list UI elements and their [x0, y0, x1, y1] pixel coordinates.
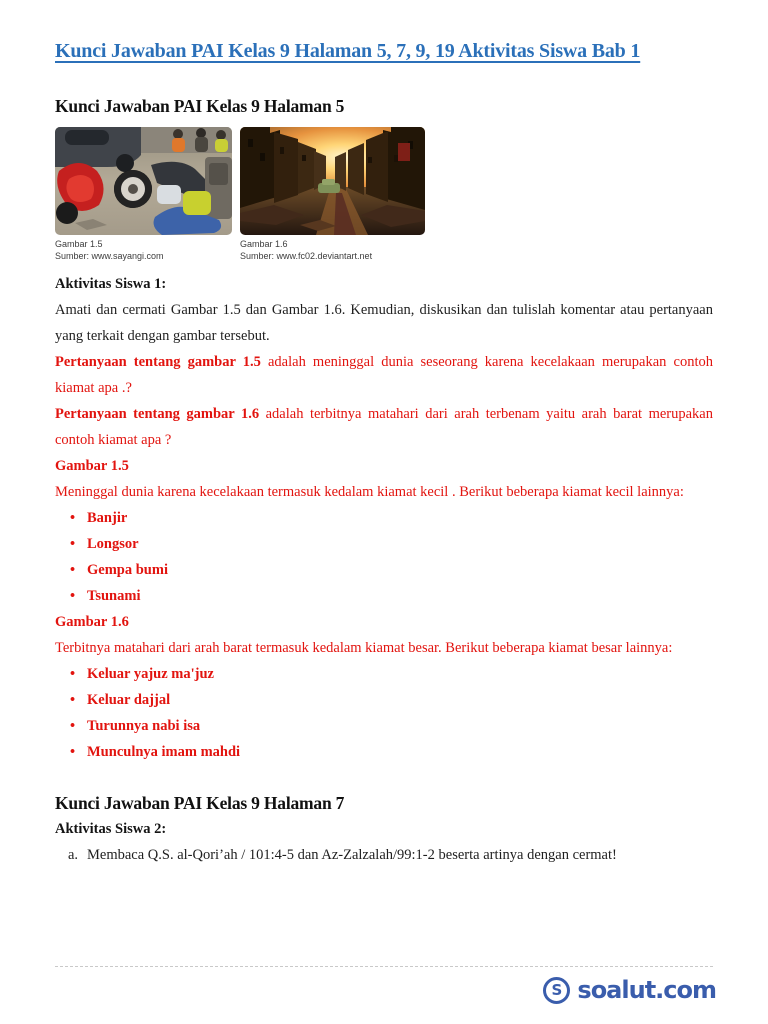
question-gambar-1-5	[55, 349, 713, 401]
answer-gambar-1-6-text: Terbitnya matahari dari arah barat termasuk kedalam kiamat besar. Berikut beberapa kiamat besar lainnya:	[55, 640, 673, 656]
article-title-link[interactable]: Kunci Jawaban PAI Kelas 9 Halaman 5, 7, 9, 19 Aktivitas Siswa Bab 1	[55, 40, 641, 62]
list-item: • Longsor	[55, 531, 713, 557]
answer-gambar-1-5-heading: Gambar 1.5	[55, 458, 129, 474]
document-content	[55, 0, 713, 868]
figure-caption	[240, 239, 425, 262]
list-item: • Turunnya nabi isa	[55, 713, 713, 739]
item-a-marker: a.	[68, 847, 79, 863]
figure-label: Gambar 1.5	[55, 239, 103, 249]
list-item: • Gempa bumi	[55, 557, 713, 583]
question-1-5-rest: adalah meninggal dunia seseorang karena kecelakaan merupakan contoh kiamat apa .?	[55, 354, 713, 396]
question-1-6-lead: Pertanyaan tentang gambar 1.6	[55, 406, 260, 422]
list-item: • Banjir	[55, 505, 713, 531]
footer-divider	[55, 966, 713, 967]
section-heading-halaman-5: Kunci Jawaban PAI Kelas 9 Halaman 5	[55, 96, 345, 116]
list-item: • Keluar dajjal	[55, 687, 713, 713]
question-1-6-rest: adalah terbitnya matahari dari arah terbenam yaitu arah barat merupakan contoh kiamat apa ?	[55, 406, 713, 448]
list-item: • Tsunami	[55, 583, 713, 609]
list-item: • Keluar yajuz ma'juz	[55, 661, 713, 687]
question-gambar-1-6	[55, 401, 713, 453]
activity-1-heading: Aktivitas Siswa 1:	[55, 276, 167, 292]
answer-gambar-1-6-heading: Gambar 1.6	[55, 614, 129, 630]
figure-caption	[55, 239, 232, 262]
activity-1-instruction: Amati dan cermati Gambar 1.5 dan Gambar 1.6. Kemudian, diskusikan dan tulislah komentar atau pertanyaan yang terkait dengan gambar tersebut.	[55, 302, 713, 344]
motorcycle-accident-photo	[55, 127, 232, 235]
activity-2-item-a	[55, 842, 713, 868]
figures-row	[55, 127, 713, 262]
kiamat-kecil-list	[55, 505, 713, 609]
soalut-brand-name: soalut.com	[577, 976, 716, 1004]
activity-2-heading: Aktivitas Siswa 2:	[55, 821, 167, 837]
list-item: • Munculnya imam mahdi	[55, 739, 713, 765]
soalut-brand	[543, 976, 716, 1004]
answer-gambar-1-5-text: Meninggal dunia karena kecelakaan termasuk kedalam kiamat kecil . Berikut beberapa kiamat kecil lainnya:	[55, 484, 684, 500]
figure-gambar-1-6	[240, 127, 425, 262]
section-heading-halaman-7: Kunci Jawaban PAI Kelas 9 Halaman 7	[55, 793, 345, 813]
body-text	[55, 271, 713, 868]
ruined-city-photo	[240, 127, 425, 235]
question-1-5-lead: Pertanyaan tentang gambar 1.5	[55, 354, 261, 370]
soalut-logo-icon: S	[543, 977, 570, 1004]
figure-source: Sumber: www.fc02.deviantart.net	[240, 250, 373, 261]
figure-source: Sumber: www.sayangi.com	[55, 250, 164, 261]
kiamat-besar-list	[55, 661, 713, 765]
item-a-text: Membaca Q.S. al-Qori’ah / 101:4-5 dan Az-Zalzalah/99:1-2 beserta artinya dengan cermat!	[87, 847, 617, 863]
figure-gambar-1-5	[55, 127, 232, 262]
figure-label: Gambar 1.6	[240, 239, 288, 249]
